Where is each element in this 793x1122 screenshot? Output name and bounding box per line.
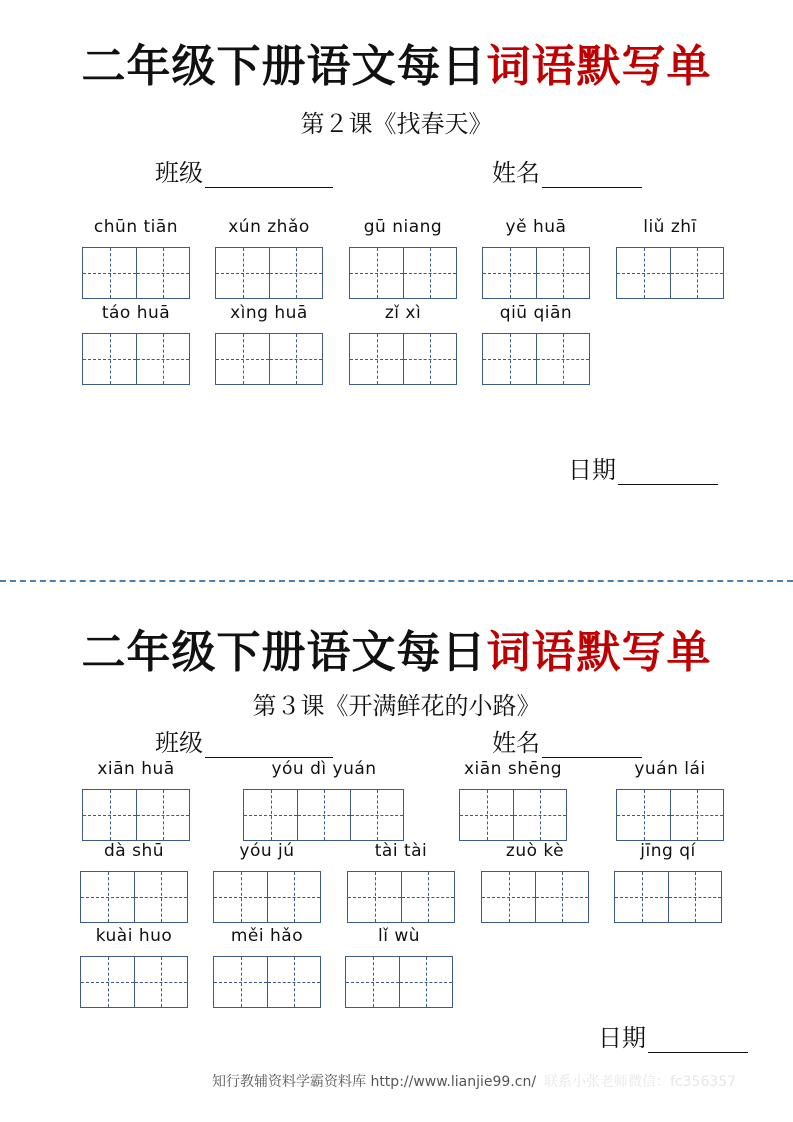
tianzige-cell[interactable] (83, 790, 136, 840)
pinyin-label: xiān shēng (463, 759, 563, 779)
tianzige-cell[interactable] (350, 334, 403, 384)
writing-grid[interactable] (215, 247, 323, 299)
date-blank-line[interactable] (618, 460, 718, 485)
writing-grid[interactable] (82, 789, 190, 841)
title-red-part: 词语默写单 (486, 627, 712, 678)
tianzige-cell[interactable] (81, 872, 134, 922)
tianzige-cell[interactable] (214, 872, 267, 922)
pinyin-label: yuán lái (634, 759, 706, 779)
tianzige-cell[interactable] (214, 957, 267, 1007)
writing-grid[interactable] (616, 789, 724, 841)
pinyin-label: xún zhǎo (228, 217, 310, 237)
tianzige-cell[interactable] (482, 872, 535, 922)
tianzige-cell[interactable] (615, 872, 668, 922)
writing-grid[interactable] (349, 247, 457, 299)
watermark-text: 联系小张老师微信：fc356357 (544, 1074, 737, 1090)
pinyin-label: měi hǎo (230, 926, 304, 946)
pinyin-label: xiān huā (97, 759, 175, 779)
tianzige-cell[interactable] (350, 248, 403, 298)
class-label: 班级 (155, 729, 203, 757)
name-field[interactable] (492, 153, 642, 188)
date-label: 日期 (568, 456, 616, 484)
tianzige-cell[interactable] (244, 790, 297, 840)
class-blank-line[interactable] (205, 163, 333, 188)
tianzige-cell[interactable] (136, 790, 189, 840)
writing-grid[interactable] (614, 871, 722, 923)
pinyin-label: chūn tiān (93, 217, 179, 237)
pinyin-label: xìng huā (230, 303, 308, 323)
writing-grid[interactable] (481, 871, 589, 923)
class-blank-line[interactable] (205, 733, 333, 758)
tianzige-cell[interactable] (350, 790, 403, 840)
writing-grid[interactable] (80, 871, 188, 923)
pinyin-label: jīng qí (640, 841, 696, 861)
tianzige-cell[interactable] (536, 334, 589, 384)
name-field[interactable] (492, 723, 642, 758)
writing-grid[interactable] (213, 956, 321, 1008)
lesson-subtitle: 第３课《开满鲜花的小路》 (252, 692, 541, 720)
pinyin-label: kuài huo (95, 926, 173, 946)
tianzige-cell[interactable] (136, 248, 189, 298)
name-blank-line[interactable] (542, 733, 642, 758)
tianzige-cell[interactable] (267, 872, 320, 922)
tianzige-cell[interactable] (513, 790, 566, 840)
tianzige-cell[interactable] (668, 872, 721, 922)
class-label: 班级 (155, 159, 203, 187)
writing-grid[interactable] (80, 956, 188, 1008)
pinyin-label: zǐ xì (384, 303, 422, 323)
tianzige-cell[interactable] (267, 957, 320, 1007)
tianzige-cell[interactable] (460, 790, 513, 840)
tianzige-cell[interactable] (346, 957, 399, 1007)
writing-grid[interactable] (459, 789, 567, 841)
pinyin-label: táo huā (101, 303, 171, 323)
writing-grid[interactable] (349, 333, 457, 385)
pinyin-label: liǔ zhī (643, 217, 697, 237)
worksheet-title (0, 30, 793, 94)
writing-grid[interactable] (215, 333, 323, 385)
class-field[interactable] (155, 723, 333, 758)
tianzige-cell[interactable] (83, 334, 136, 384)
tianzige-cell[interactable] (297, 790, 350, 840)
writing-grid[interactable] (347, 871, 455, 923)
pinyin-label: gū niang (363, 217, 443, 237)
pinyin-label: dà shū (103, 841, 165, 861)
name-label: 姓名 (492, 159, 540, 187)
title-red-part: 词语默写单 (486, 41, 712, 92)
name-blank-line[interactable] (542, 163, 642, 188)
name-label: 姓名 (492, 729, 540, 757)
tianzige-cell[interactable] (403, 248, 456, 298)
writing-grid[interactable] (482, 247, 590, 299)
tianzige-cell[interactable] (403, 334, 456, 384)
tianzige-cell[interactable] (617, 248, 670, 298)
writing-grid[interactable] (482, 333, 590, 385)
tianzige-cell[interactable] (136, 334, 189, 384)
tianzige-cell[interactable] (483, 334, 536, 384)
tianzige-cell[interactable] (134, 872, 187, 922)
tianzige-cell[interactable] (617, 790, 670, 840)
title-black-part: 二年级下册语文每日 (81, 627, 487, 678)
tianzige-cell[interactable] (269, 334, 322, 384)
writing-grid[interactable] (243, 789, 404, 841)
tianzige-cell[interactable] (536, 248, 589, 298)
tianzige-cell[interactable] (134, 957, 187, 1007)
tianzige-cell[interactable] (670, 790, 723, 840)
tianzige-cell[interactable] (401, 872, 454, 922)
writing-grid[interactable] (616, 247, 724, 299)
tianzige-cell[interactable] (399, 957, 452, 1007)
pinyin-label: tài tài (374, 841, 428, 861)
tianzige-cell[interactable] (535, 872, 588, 922)
pinyin-label: zuò kè (505, 841, 565, 861)
date-field[interactable] (568, 450, 718, 485)
section-divider (0, 580, 793, 582)
pinyin-label: yóu dì yuán (271, 759, 377, 779)
tianzige-cell[interactable] (83, 248, 136, 298)
tianzige-cell[interactable] (216, 334, 269, 384)
pinyin-label: yóu jú (239, 841, 295, 861)
date-label: 日期 (598, 1024, 646, 1052)
date-field[interactable] (598, 1018, 748, 1053)
writing-grid[interactable] (345, 956, 453, 1008)
tianzige-cell[interactable] (216, 248, 269, 298)
tianzige-cell[interactable] (269, 248, 322, 298)
lesson-subtitle: 第２课《找春天》 (300, 110, 493, 138)
class-field[interactable] (155, 153, 333, 188)
tianzige-cell[interactable] (670, 248, 723, 298)
writing-grid[interactable] (82, 247, 190, 299)
pinyin-label: yě huā (505, 217, 567, 237)
writing-grid[interactable] (213, 871, 321, 923)
tianzige-cell[interactable] (81, 957, 134, 1007)
worksheet-title (0, 616, 793, 680)
writing-grid[interactable] (82, 333, 190, 385)
pinyin-label: qiū qiān (499, 303, 573, 323)
footer-text: 知行教辅资料学霸资料库 http://www.lianjie99.cn/ (212, 1074, 537, 1090)
date-blank-line[interactable] (648, 1028, 748, 1053)
tianzige-cell[interactable] (348, 872, 401, 922)
title-black-part: 二年级下册语文每日 (81, 41, 487, 92)
tianzige-cell[interactable] (483, 248, 536, 298)
pinyin-label: lǐ wù (377, 926, 421, 946)
